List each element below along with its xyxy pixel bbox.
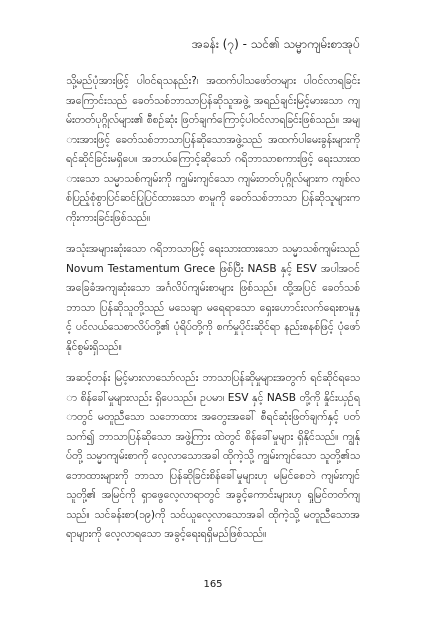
paragraph-3: အဆင့်တန်း မြင့်မားလာသော်လည်း ဘာသာပြန်ဆိုမှုများအတွက် ရင်ဆိုင်ရသော စိန်ခေါ်မှုများလည်း ရှိပေသည်။ ဥပမာ၊ ESV နှင့် NASB တို့ကို နှိုင်းယှဉ်ရာတွင် မတူညီသော သဘောထား အတွေးအခေါ် စီရင်ဆုံးဖြတ်ချက်နှင့် ပတ်သက်၍ ဘာသာပြန်ဆိုသော အဖွဲ့ကြား ထဲတွင် စိန်ခေါ်မှုများ ရှိနိုင်သည်။ ကျွန်ုပ်တို့ သမ္မာကျမ်းစာကို လေ့လာသောအခါ ထိုကဲ့သို့ ကျွမ်းကျင်သော သူတို့၏သဘောထားများကို ဘာသာ ပြန်ဆိုခြင်းစိန်ခေါ်မှုများဟု မမြင်စေဘဲ ကျမ်းကျင်သူတို့၏ အမြင်ကို ရှာဖွေလေ့လာရာတွင် အခွင့်ကောင်းများဟု ရှုမြင်တတ်ကျသည်။ သင်ခန်းစာ(၁၉)ကို သင်ယူလေ့လာသောအခါ ထိုကဲ့သို့ မတူညီသောအရာများကို လေ့လာရသော အခွင့်ရေးရရှိမည်ဖြစ်သည်။ — [66, 372, 360, 540]
page-number: 165 — [203, 579, 223, 590]
body-text — [66, 72, 360, 557]
paragraph-2: အသုံးအများဆုံးသော ဂရိဘာသာဖြင့် ရေးသားထားသော သမ္မာသစ်ကျမ်းသည် Novum Testamentum Grece ဖြစ်ပြီး NASB နှင့် ESV အပါအဝင် အခြေခံအကျဆုံးသော အင်္ဂလိပ်ကျမ်းစာများ ဖြစ်သည်။ ထို့အပြင် ခေတ်သစ်ဘာသာ ပြန်ဆိုသူတို့သည် မသေချာ မရေရာသော ရှေးဟောင်းလက်ရေးစာမူနှင့် ပင်လယ်သေစာလိပ်တို့၏ ပုံရိပ်တို့ကို စက်မှုပိုင်းဆိုင်ရာ နည်းစနစ်ဖြင့် ပုံဖော်နိုင်စွမ်းရှိသည်။ — [66, 243, 360, 353]
paragraph-1: သို့မည်ပုံအားဖြင့် ပါဝင်ရသနည်း?၊ အထက်ပါသဖော်တများ ပါဝင်လာရခြင်း အကြောင်းသည် ခေတ်သစ်ဘာသာပြန်ဆိုသူအဖွဲ့ အရည်ချင်းမြင့်မားသော ကျမ်းတတ်ပုဂ္ဂိုလ်များ၏ စီစဉ်ဆုံး ဖြတ်ချက်ကြောင့်ပါဝင်လာရခြင်းဖြစ်သည်။ အများအားဖြင့် ခေတ်သစ်ဘာသာပြန်ဆိုသောအဖွဲ့သည် အထက်ပါမေးခွန်းများကို ရင်ဆိုင်ခြင်းမရှိပေ။ အဘယ်ကြောင့်ဆိုသော် ဂရိဘာသာစကားဖြင့် ရေးသားထားသော သမ္မာသစ်ကျမ်းကို ကျွမ်းကျင်သော ကျမ်းတတ်ပုဂ္ဂိုလ်များက ကျစ်လစ်ပြည့်စုံစွာပြင်ဆင်ပြုပြင်ထားသော စာမူကို ခေတ်သစ်ဘာသာ ပြန်ဆိုသူများကကိုးကားခြင်းဖြစ်သည်။ — [66, 75, 360, 224]
running-header: အခန်း (၇) - သင်၏ သမ္မာကျမ်းစာအုပ် — [191, 37, 360, 51]
